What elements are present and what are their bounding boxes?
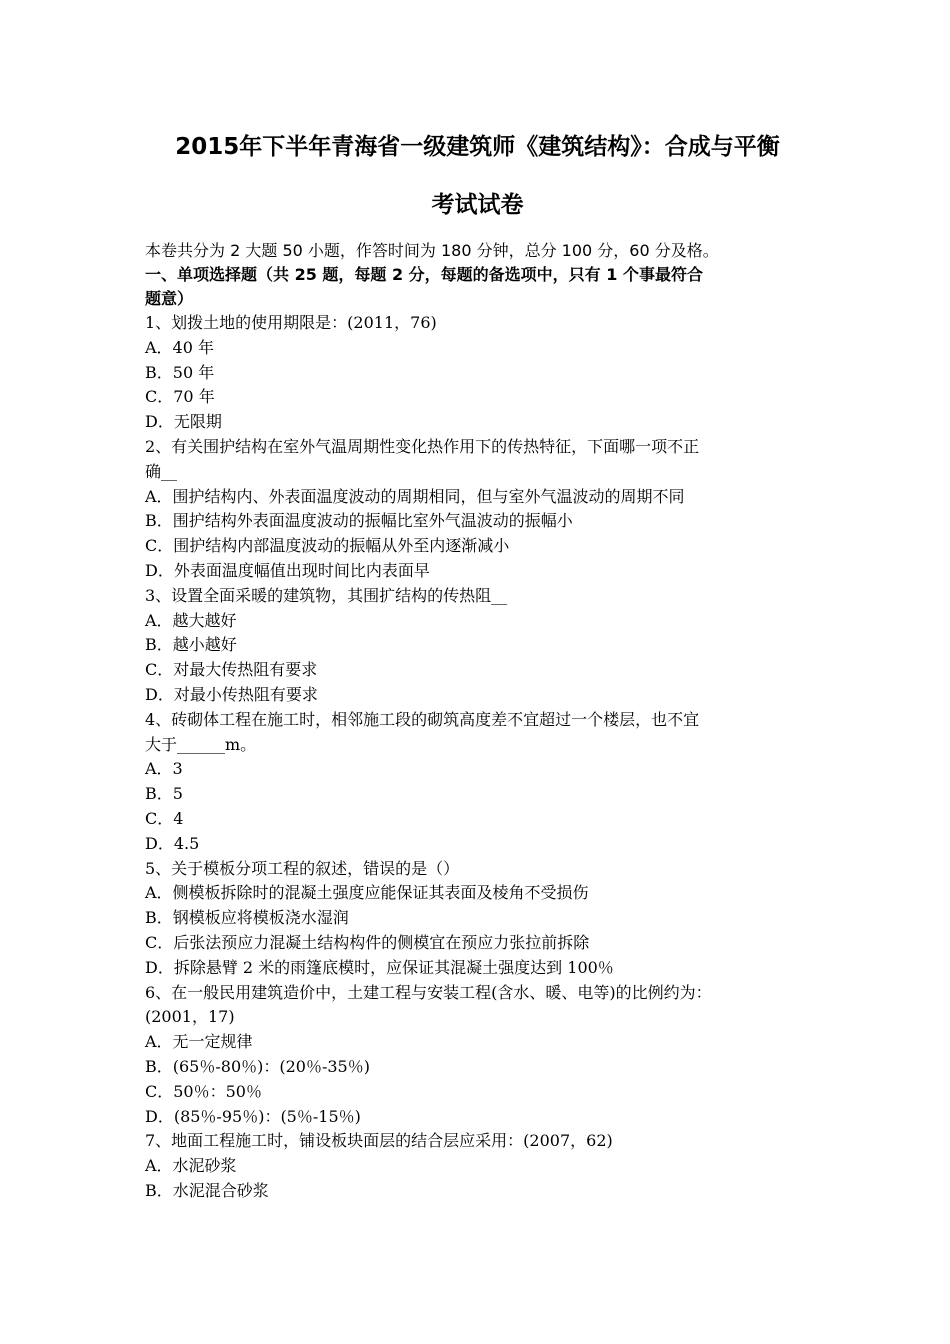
text-line: 1、划拨土地的使用期限是：(2011，76): [145, 313, 437, 332]
option-line: B．(65％-80％)：(20％-35％): [145, 1056, 370, 1076]
option-line: B．水泥混合砂浆: [145, 1180, 269, 1200]
section-heading-line-1: 一、单项选择题（共 25 题，每题 2 分，每题的备选项中，只有 1 个事最符合: [145, 265, 703, 284]
text-line: 2、有关围护结构在室外气温周期性变化热作用下的传热特征，下面哪一项不正: [145, 436, 700, 456]
question-list: [145, 311, 810, 1204]
title-line-1: 2015年下半年青海省一级建筑师《建筑结构》：合成与平衡: [175, 134, 780, 160]
title-line-2: 考试试卷: [431, 192, 524, 218]
text-line: 3、设置全面采暖的建筑物，其围扩结构的传热阻__: [145, 585, 508, 605]
option-line: B．越小越好: [145, 635, 237, 655]
option-line: C．对最大传热阻有要求: [145, 660, 318, 680]
option-line: B．围护结构外表面温度波动的振幅比室外气温波动的振幅小: [145, 511, 573, 531]
text-line: 6、在一般民用建筑造价中，土建工程与安装工程(含水、暖、电等)的比例约为：: [145, 982, 712, 1002]
option-line: D．拆除悬臂 2 米的雨篷底模时，应保证其混凝土强度达到 100％: [145, 957, 614, 977]
option-line: A．侧模板拆除时的混凝土强度应能保证其表面及棱角不受损伤: [145, 883, 589, 903]
document-title: [145, 118, 810, 234]
section-heading-line-2: 题意）: [145, 289, 194, 308]
option-line: C．4: [145, 808, 184, 828]
option-line: D．4.5: [145, 833, 200, 853]
text-line: 确__: [145, 461, 178, 481]
option-line: A．越大越好: [145, 610, 237, 630]
option-line: C．围护结构内部温度波动的振幅从外至内逐渐减小: [145, 536, 510, 556]
option-line: D．外表面温度幅值出现时间比内表面早: [145, 560, 430, 580]
section-heading: [145, 263, 810, 311]
option-line: B．50 年: [145, 362, 215, 382]
option-line: D．(85％-95％)：(5％-15％): [145, 1106, 361, 1126]
option-line: B．5: [145, 784, 183, 804]
text-line: 4、砖砌体工程在施工时，相邻施工段的砌筑高度差不宜超过一个楼层，也不宜: [145, 709, 700, 729]
option-line: D．无限期: [145, 412, 222, 432]
option-line: A．无一定规律: [145, 1032, 253, 1052]
option-line: D．对最小传热阻有要求: [145, 684, 318, 704]
option-line: C．50％：50％: [145, 1081, 262, 1101]
text-line: (2001，17): [145, 1007, 235, 1027]
option-line: A．3: [145, 759, 183, 779]
option-line: A．40 年: [145, 337, 215, 357]
option-line: C．70 年: [145, 387, 215, 407]
exam-intro: 本卷共分为 2 大题 50 小题，作答时间为 180 分钟，总分 100 分，60 分及格。: [145, 241, 719, 260]
option-line: C．后张法预应力混凝土结构构件的侧模宜在预应力张拉前拆除: [145, 932, 590, 952]
text-line: 7、地面工程施工时，铺设板块面层的结合层应采用：(2007，62): [145, 1131, 613, 1151]
option-line: B．钢模板应将模板浇水湿润: [145, 908, 349, 928]
option-line: A．水泥砂浆: [145, 1156, 237, 1176]
option-line: A．围护结构内、外表面温度波动的周期相同，但与室外气温波动的周期不同: [145, 486, 685, 506]
text-line: 大于______m。: [145, 734, 257, 754]
text-line: 5、关于模板分项工程的叙述，错误的是（）: [145, 858, 460, 878]
